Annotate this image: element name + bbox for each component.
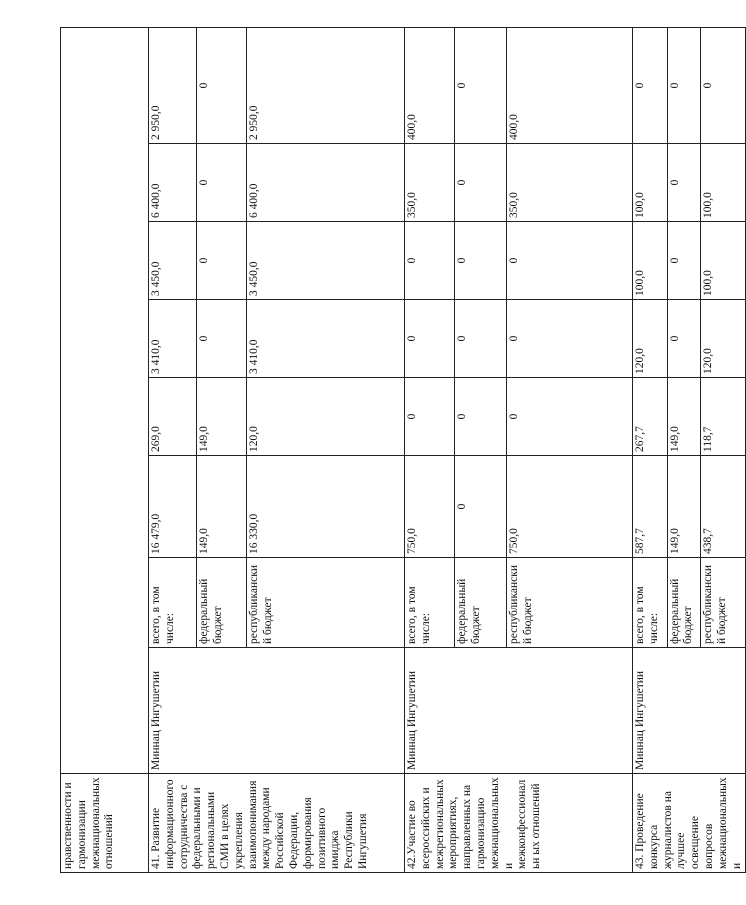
value-cell: 2 950,0 [149,28,197,144]
measure-name-cell: 42.Участие во всероссийских и межрегиональных мероприятиях, направленных на гармонизацию межнациональных и межконфессиональн ых отношений [405,774,633,873]
executor-cell: Миннац Ингушетии [149,648,405,774]
table-row [633,28,668,873]
value-cell: 0 [667,28,700,144]
value-cell: 0 [507,300,633,378]
value-cell: 100,0 [700,144,746,222]
value-cell: 0 [455,378,507,456]
funding-source-cell: республикански й бюджет [700,558,746,648]
value-cell: 0 [197,300,247,378]
table-row [149,28,197,873]
empty-cell [61,28,149,774]
table-row [61,28,149,873]
measure-name-cell: 41. Развитие информационного сотрудничества с федеральными и региональными СМИ в целях укрепления взаимопонимания между народами Российской Федерации, формирования позитивного имиджа Республики Ингушетия [149,774,405,873]
value-cell: 400,0 [405,28,455,144]
value-cell: 350,0 [507,144,633,222]
value-cell: 3 450,0 [247,222,405,300]
value-cell: 0 [667,222,700,300]
funding-source-cell: республикански й бюджет [507,558,633,648]
funding-source-cell: республикански й бюджет [247,558,405,648]
value-cell: 100,0 [633,222,668,300]
value-cell: 100,0 [700,222,746,300]
funding-source-cell: федеральный бюджет [197,558,247,648]
executor-cell: Миннац Ингушетии [633,648,746,774]
rotated-table-wrapper [60,28,743,873]
value-cell: 3 410,0 [247,300,405,378]
value-cell: 120,0 [247,378,405,456]
value-cell: 0 [455,300,507,378]
funding-source-cell: федеральный бюджет [455,558,507,648]
value-cell: 269,0 [149,378,197,456]
value-cell: 0 [507,378,633,456]
value-cell: 0 [633,28,668,144]
value-cell: 3 450,0 [149,222,197,300]
value-cell: 149,0 [667,378,700,456]
value-cell: 6 400,0 [149,144,197,222]
value-cell: 2 950,0 [247,28,405,144]
value-cell: 118,7 [700,378,746,456]
funding-source-cell: федеральный бюджет [667,558,700,648]
measure-name-cell: 43. Проведение конкурса журналистов на лучшее освещение вопросов межнациональных и [633,774,746,873]
value-cell: 3 410,0 [149,300,197,378]
value-cell: 750,0 [405,456,455,558]
value-cell: 267,7 [633,378,668,456]
value-cell: 350,0 [405,144,455,222]
value-cell: 149,0 [667,456,700,558]
value-cell: 0 [405,300,455,378]
value-cell: 750,0 [507,456,633,558]
value-cell: 0 [455,456,507,558]
value-cell: 0 [455,28,507,144]
value-cell: 0 [197,28,247,144]
value-cell: 0 [507,222,633,300]
value-cell: 149,0 [197,378,247,456]
value-cell: 587,7 [633,456,668,558]
value-cell: 0 [455,222,507,300]
value-cell: 0 [667,144,700,222]
value-cell: 0 [455,144,507,222]
value-cell: 0 [197,222,247,300]
value-cell: 6 400,0 [247,144,405,222]
value-cell: 0 [405,378,455,456]
funding-source-cell: всего, в том числе: [149,558,197,648]
value-cell: 438,7 [700,456,746,558]
value-cell: 0 [197,144,247,222]
value-cell: 0 [700,28,746,144]
value-cell: 100,0 [633,144,668,222]
value-cell: 120,0 [700,300,746,378]
funding-source-cell: всего, в том числе: [633,558,668,648]
value-cell: 16 330,0 [247,456,405,558]
value-cell: 149,0 [197,456,247,558]
budget-table [60,27,746,873]
value-cell: 0 [405,222,455,300]
value-cell: 400,0 [507,28,633,144]
value-cell: 0 [667,300,700,378]
value-cell: 120,0 [633,300,668,378]
continued-name-cell: нравственности и гармонизации межнациональных отношений [61,774,149,873]
funding-source-cell: всего, в том числе: [405,558,455,648]
value-cell: 16 479,0 [149,456,197,558]
executor-cell: Миннац Ингушетии [405,648,633,774]
table-row [405,28,455,873]
